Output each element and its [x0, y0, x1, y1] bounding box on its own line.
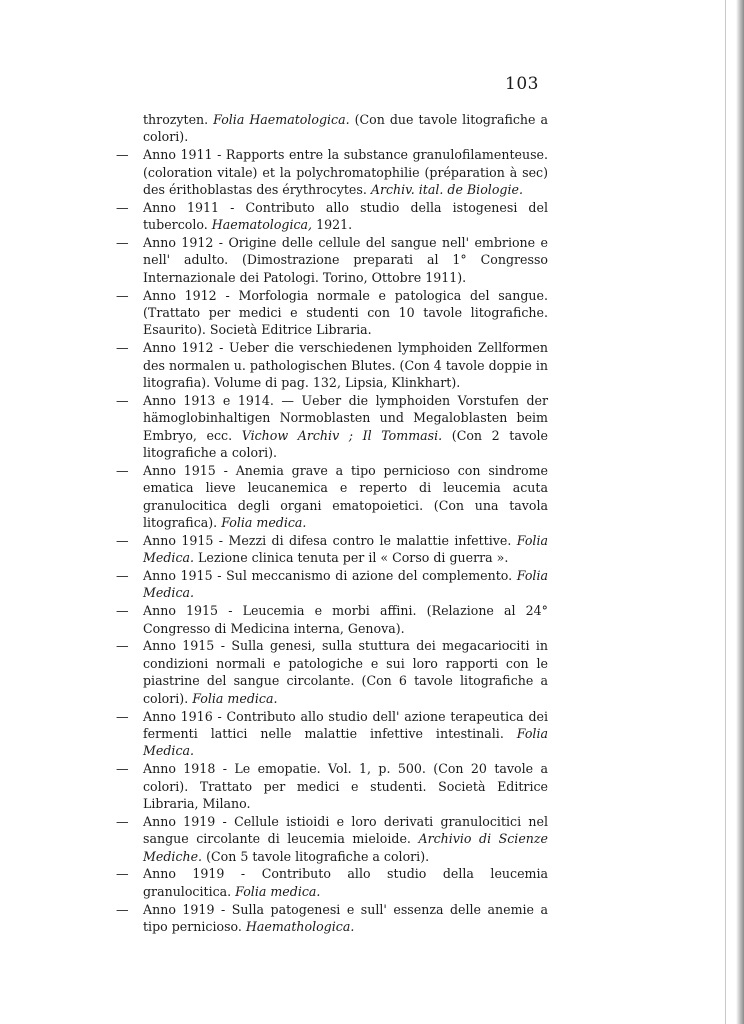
entry-source: Archivio di Scienze Mediche. — [143, 831, 548, 864]
entry-text: Contributo allo studio dell' azione terapeutica dei fermenti lattici nelle malattie infettive intestinali. — [143, 708, 548, 741]
bibliography-entry — [116, 111, 548, 146]
entry-text: Sulla patogenesi e sull' essenza delle anemie a tipo pernicioso. — [143, 901, 548, 934]
entry-year: Anno 1915 - — [143, 568, 222, 584]
entry-year: Anno 1919 - — [143, 813, 227, 829]
page-edge-shadow — [736, 0, 744, 1024]
bibliography-entry — [116, 567, 548, 602]
entry-dash: — — [116, 462, 129, 478]
entry-text: Rapports entre la substance granulofilamenteuse. (coloration vitale) et la polychromatophilie (préparation à sec) des érithoblastas des érythrocytes. — [143, 147, 548, 198]
entry-text: Ueber die verschiedenen lymphoiden Zellformen des normalen u. pathologischen Blutes. (Con 4 tavole doppie in litografia). Volume di pag. 132, Lipsia, Klinkhart). — [143, 340, 548, 391]
entry-year: Anno 1919 - — [143, 901, 226, 917]
entry-note: 1921. — [316, 217, 353, 233]
entry-year: Anno 1915 - — [143, 462, 228, 478]
entry-dash: — — [116, 199, 129, 215]
entry-note: (Con 5 tavole litografiche a colori). — [206, 848, 430, 864]
bibliography-entry — [116, 602, 548, 637]
entry-source: Archiv. ital. de Biologie. — [370, 182, 523, 198]
bibliography-entry — [116, 146, 548, 198]
bibliography-entry — [116, 462, 548, 532]
entry-dash: — — [116, 340, 129, 356]
entry-dash: — — [116, 708, 129, 724]
entry-dash: — — [116, 813, 129, 829]
entry-note: Lezione clinica tenuta per il « Corso di guerra ». — [198, 550, 509, 566]
entry-note: (Con 2 tavole litografiche a colori). — [143, 427, 549, 461]
entry-dash: — — [116, 638, 129, 654]
entry-year: Anno 1915 - — [143, 638, 225, 654]
bibliography-entry — [116, 637, 548, 707]
entry-source: Folia Medica. — [143, 532, 548, 566]
bibliography-entry — [116, 532, 548, 567]
entry-year: Anno 1911 - — [143, 199, 235, 215]
entry-text: throzyten. — [143, 112, 209, 127]
entry-text: Contributo allo studio della leucemia granulocitica. — [143, 866, 548, 899]
entry-year: Anno 1912 - — [143, 340, 224, 356]
entry-source: Folia medica. — [192, 690, 278, 706]
entry-source: Haemathologica. — [245, 918, 355, 934]
entry-dash: — — [116, 235, 129, 251]
entry-dash: — — [116, 392, 129, 408]
entry-text: Cellule istioidi e loro derivati granulocitici nel sangue circolante di leucemia mieloide. — [143, 813, 548, 847]
entry-text: Contributo allo studio della istogenesi del tubercolo. — [143, 199, 548, 233]
entry-text: Sulla genesi, sulla stuttura dei megacariociti in condizioni normali e patologiche e sui loro rapporti con le piastrine del sangue circolante. (Con 6 tavole litografiche a colori). — [143, 638, 548, 706]
entry-source: Folia Medica. — [143, 568, 548, 601]
page-number: 103 — [505, 74, 539, 94]
entry-text: Sul meccanismo di azione del complemento. — [226, 568, 513, 584]
entry-dash: — — [116, 761, 129, 777]
entry-dash: — — [116, 287, 129, 303]
bibliography-entry — [116, 813, 548, 865]
entry-text: Mezzi di difesa contro le malattie infettive. — [228, 532, 512, 548]
entry-source: Folia medica. — [235, 883, 321, 899]
entry-text: Le emopatie. Vol. 1, p. 500. (Con 20 tavole a colori). Trattato per medici e studenti. Società Editrice Libraria, Milano. — [143, 761, 548, 811]
entry-year: Anno 1912 - — [143, 235, 224, 251]
entry-source: Vichow Archiv ; Il Tommasi. — [241, 427, 443, 443]
bibliography-list — [116, 111, 548, 936]
entry-text: Morfologia normale e patologica del sangue. (Trattato per medici e studenti con 10 tavole litografiche. Esaurito). Società Editrice Libraria. — [143, 287, 548, 338]
entry-year: Anno 1915 - — [143, 603, 233, 619]
entry-year: Anno 1913 e 1914. — — [143, 392, 294, 408]
page-edge-line — [725, 0, 726, 1024]
entry-source: Folia Haematologica. — [213, 112, 350, 127]
entry-dash: — — [116, 866, 129, 882]
entry-source: Folia Medica. — [143, 725, 548, 759]
entry-dash: — — [116, 568, 129, 584]
entry-year: Anno 1919 - — [143, 866, 246, 882]
entry-note: (Con due tavole litografiche a colori). — [143, 112, 548, 145]
entry-year: Anno 1918 - — [143, 761, 227, 777]
entry-year: Anno 1915 - — [143, 532, 224, 548]
bibliography-entry — [116, 760, 548, 812]
entry-text: Leucemia e morbi affini. (Relazione al 24° Congresso di Medicina interna, Genova). — [143, 603, 548, 636]
bibliography-entry — [116, 392, 548, 462]
bibliography-entry — [116, 901, 548, 936]
entry-year: Anno 1911 - — [143, 147, 222, 163]
entry-source: Haematologica, — [211, 217, 313, 233]
bibliography-entry — [116, 708, 548, 760]
bibliography-entry — [116, 339, 548, 391]
bibliography-entry — [116, 865, 548, 900]
entry-year: Anno 1916 - — [143, 708, 222, 724]
entry-dash: — — [116, 901, 129, 917]
entry-text: Anemia grave a tipo pernicioso con sindrome ematica lieve leucanemica e reperto di leucemia acuta granulocitica degli organi ematopoietici. (Con una tavola litografica). — [143, 462, 548, 531]
entry-year: Anno 1912 - — [143, 287, 230, 303]
entry-dash: — — [116, 603, 129, 619]
bibliography-entry — [116, 287, 548, 339]
entry-dash: — — [116, 532, 129, 548]
bibliography-entry — [116, 234, 548, 286]
entry-dash: — — [116, 147, 129, 163]
entry-source: Folia medica. — [221, 515, 307, 531]
bibliography-entry — [116, 199, 548, 234]
entry-text: Ueber die lymphoiden Vorstufen der hämoglobinhaltigen Normoblasten und Megaloblasten beim Embryo, ecc. — [143, 392, 548, 443]
entry-text: Origine delle cellule del sangue nell' embrione e nell' adulto. (Dimostrazione preparati al 1° Congresso Internazionale dei Patologi. Torino, Ottobre 1911). — [143, 235, 548, 285]
